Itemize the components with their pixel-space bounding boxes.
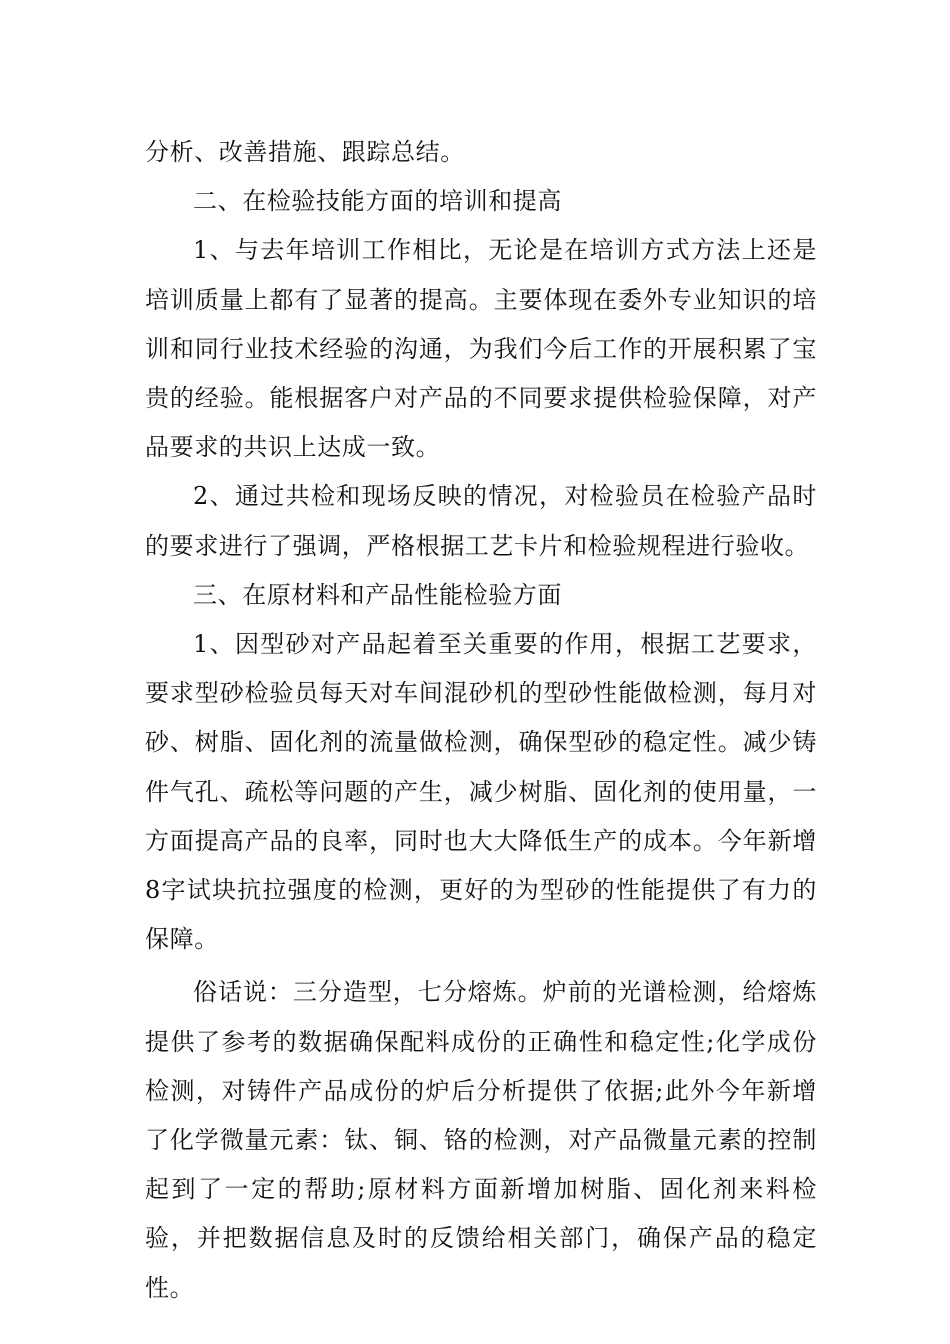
paragraph-continuation: 分析、改善措施、跟踪总结。	[145, 138, 465, 166]
paragraph-smelting: 俗话说：三分造型，七分熔炼。炉前的光谱检测，给熔炼提供了参考的数据确保配料成份的正确性和稳定性;化学成份检测，对铸件产品成份的炉后分析提供了依据;此外今年新增了化学微量元素：钛、铜、铬的检测，对产品微量元素的控制起到了一定的帮助;原材料方面新增加树脂、固化剂来料检验，并把数据信息及时的反馈给相关部门，确保产品的稳定性。	[145, 978, 817, 1302]
document-body	[145, 128, 817, 1313]
paragraph-materials-1: 1、因型砂对产品起着至关重要的作用，根据工艺要求，要求型砂检验员每天对车间混砂机的型砂性能做检测，每月对砂、树脂、固化剂的流量做检测，确保型砂的稳定性。减少铸件气孔、疏松等问题的产生，减少树脂、固化剂的使用量，一方面提高产品的良率，同时也大大降低生产的成本。今年新增8字试块抗拉强度的检测，更好的为型砂的性能提供了有力的保障。	[145, 630, 817, 954]
paragraph-training-1: 1、与去年培训工作相比，无论是在培训方式方法上还是培训质量上都有了显著的提高。主要体现在委外专业知识的培训和同行业技术经验的沟通，为我们今后工作的开展积累了宝贵的经验。能根据客户对产品的不同要求提供检验保障，对产品要求的共识上达成一致。	[145, 236, 817, 462]
paragraph-training-2: 2、通过共检和现场反映的情况，对检验员在检验产品时的要求进行了强调，严格根据工艺卡片和检验规程进行验收。	[145, 482, 817, 560]
section-heading-3: 三、在原材料和产品性能检验方面	[193, 580, 562, 609]
section-heading-2: 二、在检验技能方面的培训和提高	[193, 187, 562, 216]
